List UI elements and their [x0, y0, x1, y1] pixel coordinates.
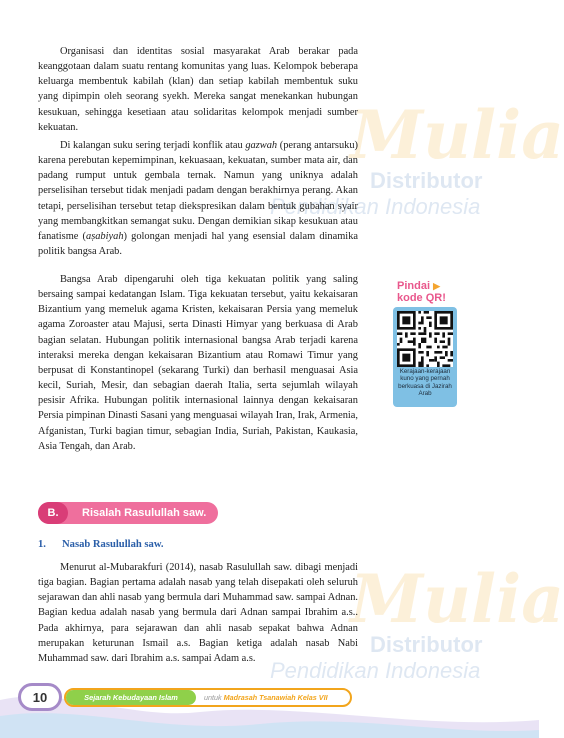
- paragraph-2: [38, 138, 358, 259]
- footer-audience: [204, 693, 328, 702]
- subsection-title: Nasab Rasulullah saw.: [62, 539, 164, 550]
- qr-prompt: [397, 280, 446, 304]
- watermark-line1: Distributor: [370, 168, 483, 193]
- subsection-heading: [38, 539, 164, 550]
- footer-audience-label: Madrasah Tsanawiah Kelas VII: [223, 693, 328, 702]
- section-heading: [38, 502, 218, 524]
- paragraph-2-part-a: Di kalangan suku sering terjadi konflik atau: [60, 140, 246, 151]
- watermark-word: Mulia: [350, 560, 564, 638]
- qr-code-icon[interactable]: [397, 311, 453, 367]
- qr-code-graphic: [397, 311, 453, 367]
- paragraph-3: [38, 272, 358, 454]
- watermark-line1: Distributor: [370, 632, 483, 657]
- paragraph-1: [38, 44, 358, 135]
- watermark-top: [270, 96, 564, 236]
- section-letter: B.: [38, 502, 68, 524]
- qr-prompt-line2: kode QR!: [397, 292, 446, 304]
- play-arrow-icon: ▶: [433, 281, 440, 291]
- section-title: Risalah Rasulullah saw.: [82, 507, 207, 519]
- paragraph-4-text: Menurut al-Mubarakfuri (2014), nasab Rasulullah saw. dibagi menjadi tiga bagian. Bagian pertama adalah nasab yang telah disepakati oleh seluruh sejarawan dan ahli nasab yang bermula dari Muhammad saw. sampai Adnan. Bagian kedua adalah nasab yang bermula dari Adnan sampai Ibrahim a.s.. Pada akhirnya, para sejarawan dan ahli nasab sepakat bahwa Adnan merupakan keturunan Ismail a.s. Bagian ketiga adalah nasab Nabi Muhammad saw. dari Ibrahim a.s. sampai Adam a.s.: [38, 562, 358, 664]
- paragraph-4: [38, 560, 358, 666]
- watermark-word: Mulia: [350, 96, 564, 174]
- qr-caption: Kerajaan-kerajaan kuno yang pernah berkuasa di Jazirah Arab: [398, 368, 452, 398]
- paragraph-2-text: [38, 138, 358, 259]
- footer-book-title: Sejarah Kebudayaan Islam: [66, 690, 196, 705]
- watermark-bottom: [270, 560, 564, 700]
- paragraph-2-part-c: ) golongan menjadi hal yang esensial dalam dinamika politik bangsa Arab.: [38, 230, 358, 258]
- subsection-number: 1.: [38, 539, 46, 550]
- qr-prompt-line1: Pindai: [397, 280, 431, 292]
- term-gazwah: gazwah: [245, 140, 278, 151]
- watermark-line2: Pendidikan Indonesia: [270, 658, 481, 683]
- paragraph-1-text: Organisasi dan identitas sosial masyarakat Arab berakar pada keanggotaan dalam suatu rentang komunitas yang luas. Kelompok beberapa keluarga membentuk kabilah (klan) dan setiap kabilah membentuk suku yang dipimpin oleh seorang syekh. Mereka sangat menekankan hubungan kesukuan, sehingga kesetiaan atau solidaritas kelompok menjadi sumber kekuatan.: [38, 46, 358, 133]
- paragraph-3-text: Bangsa Arab dipengaruhi oleh tiga kekuatan politik yang saling bersaing sampai kedatangan Islam. Tiga kekuatan tersebut, yaitu kekaisaran Bizantium yang memeluk agama Kristen, kekaisaran Persia yang memeluk agama Zoroaster atau Majusi, serta Dinasti Himyar yang berkuasa di Arab bagian selatan. Hubungan politik internasional bangsa Arab terjadi karena interaksi mereka dengan kekaisaran Bizantium atau Romawi Timur yang berpusat di Konstantinopel (sekarang Turki) dan berhasil menguasai Asia kecil, Suriah, Mesir, dan sebagian daerah Italia, serta sejumlah wilayah pesisir Afrika. Hubungan politik internasional lainnya dengan kekaisaran Persia pimpinan Dinasti Sasani yang menguasai wilayah Iran, Irak, Armenia, Afganistan, Turki bagian timur, sebagian India, Suriah, Pakistan, Kaukasia, Asia Tengah, dan Arab.: [38, 274, 358, 452]
- page-number: 10: [18, 683, 62, 711]
- paragraph-2-part-b: (perang antarsuku) karena perebutan kepemimpinan, kekuasaan, kekuatan, sumber mata air, dan padang rumput untuk gembala ternak. Namun yang uniknya adalah perselisihan tersebut tidak menjadi padam dengan berakhirnya perang. Akan tetapi, perselisihan tersebut tetap diekspresikan dalam bentuk gubahan syair yang membangkitkan semangat suku. Dengan demikian sikap kesukuan atau fanatisme (: [38, 140, 358, 242]
- watermark-line2: Pendidikan Indonesia: [270, 194, 481, 219]
- footer-prefix: untuk: [204, 693, 222, 702]
- term-asabiyah: aṣabiyah: [86, 230, 124, 242]
